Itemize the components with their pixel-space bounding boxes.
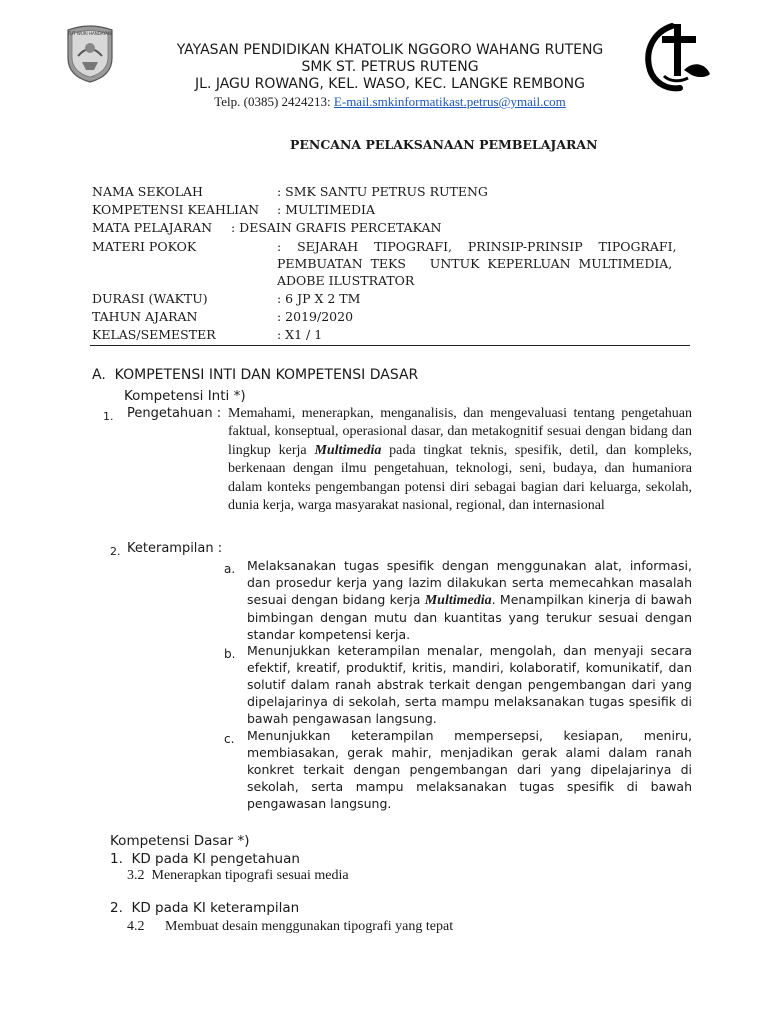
sub-a-text-part1: Melaksanakan tugas spesifik dengan menggunakan alat, informasi, dan prosedur kerja yang lazim dilakukan serta memecahkan masalah sesuai dengan bidang kerja: [247, 558, 692, 607]
sub-a-mark: a.: [224, 562, 236, 576]
kd-2-1-text: Membuat desain menggunakan tipografi yang tepat: [165, 919, 454, 934]
kd-2-heading: 2. KD pada KI keterampilan: [110, 900, 300, 916]
identity-kompetensi-value: : MULTIMEDIA: [277, 202, 375, 217]
logo-caption: TUT WURI HANDAYANI: [67, 31, 113, 36]
item-1-text-part1: Memahami, menerapkan, menganalisis, dan mengevaluasi tentang pengetahuan faktual, konseptual, operasional dasar, dan metakognitif sesuai dengan bidang dan lingkup kerja: [228, 406, 692, 458]
sub-a-text-part2: . Menampilkan kinerja di bawah bimbingan dengan mutu dan kuantitas yang terukur sesuai dengan standar kompetensi kerja.: [247, 591, 692, 642]
sub-b-mark: b.: [224, 647, 236, 661]
kompetensi-dasar-label: Kompetensi Dasar *): [110, 833, 250, 849]
identity-materi-value-line1: : SEJARAH TIPOGRAFI, PRINSIP-PRINSIP TIPOGRAFI,: [277, 239, 677, 254]
kd-2-1-number: 4.2: [127, 919, 145, 934]
item-1-emphasis: Multimedia: [314, 442, 382, 458]
item-1-number: 1.: [103, 410, 114, 423]
identity-nama-sekolah-label: NAMA SEKOLAH: [92, 184, 203, 199]
section-a-heading: A. KOMPETENSI INTI DAN KOMPETENSI DASAR: [92, 367, 419, 383]
identity-durasi-label: DURASI (WAKTU): [92, 291, 208, 306]
header-address: JL. JAGU ROWANG, KEL. WASO, KEC. LANGKE REMBONG: [195, 76, 585, 92]
item-1-text: [228, 405, 692, 515]
item-2-number: 2.: [110, 545, 121, 558]
identity-tahun-label: TAHUN AJARAN: [92, 309, 198, 324]
kd-1-heading: 1. KD pada KI pengetahuan: [110, 851, 300, 867]
item-2-label: Keterampilan :: [127, 541, 223, 556]
header-contact: [150, 94, 630, 110]
sub-b-text: Menunjukkan keterampilan menalar, mengolah, dan menyaji secara efektif, kreatif, produktif, kritis, mandiri, kolaboratif, komunikatif, dan solutif dalam ranah abstrak terkait dengan pengembangan dari yang dipelajarinya di sekolah, serta mampu melaksanakan tugas spesifik di bawah pengawasan langsung.: [247, 643, 692, 726]
identity-kelas-value: : X1 / 1: [277, 327, 323, 342]
sub-c-text: Menunjukkan keterampilan mempersepsi, kesiapan, meniru, membiasakan, gerak mahir, menjadikan gerak alami dalam ranah konkret terkait dengan pengembangan dari yang dipelajarinya di sekolah, serta mampu melaksanakan tugas spesifik di bawah pengawasan langsung.: [247, 728, 692, 811]
identity-tahun-value: : 2019/2020: [277, 309, 354, 324]
identity-durasi-value: : 6 JP X 2 TM: [277, 291, 361, 306]
tut-wuri-handayani-logo: [64, 24, 116, 84]
identity-kompetensi-label: KOMPETENSI KEAHLIAN: [92, 202, 260, 217]
identity-divider: [90, 345, 690, 346]
cross-logo: [636, 20, 716, 96]
kd-1-1: 3.2 Menerapkan tipografi sesuai media: [127, 868, 349, 883]
identity-mapel-value: : DESAIN GRAFIS PERCETAKAN: [231, 220, 442, 235]
identity-mapel-label: MATA PELAJARAN: [92, 220, 213, 235]
identity-kelas-label: KELAS/SEMESTER: [92, 327, 216, 342]
identity-materi-value-line2: PEMBUATAN TEKS UNTUK KEPERLUAN MULTIMEDIA,: [277, 256, 673, 271]
header-phone: Telp. (0385) 2424213:: [214, 94, 334, 109]
header-email-link[interactable]: E-mail.smkinformatikast.petrus@ymail.com: [333, 94, 566, 109]
sub-c-mark: c.: [224, 732, 235, 746]
item-1-label: Pengetahuan :: [127, 406, 222, 421]
identity-materi-label: MATERI POKOK: [92, 239, 197, 254]
header-foundation-name: YAYASAN PENDIDIKAN KHATOLIK NGGORO WAHANG RUTENG: [176, 42, 604, 58]
identity-materi-value-line3: ADOBE ILUSTRATOR: [277, 273, 415, 288]
item-1-text-part2: pada tingkat teknis, spesifik, detil, dan kompleks, berkenaan dengan ilmu pengetahuan, teknologi, seni, budaya, dan humaniora dalam konteks pengembangan potensi diri sebagai bagian dari keluarga, sekolah, dunia kerja, warga masyarakat nasional, regional, dan internasional: [228, 442, 693, 514]
document-title: PENCANA PELAKSANAAN PEMBELAJARAN: [290, 137, 598, 152]
kompetensi-inti-label: Kompetensi Inti *): [124, 388, 246, 404]
sub-a-text: [247, 558, 692, 644]
identity-nama-sekolah-value: : SMK SANTU PETRUS RUTENG: [277, 184, 488, 199]
header-school-name: SMK ST. PETRUS RUTENG: [301, 59, 479, 75]
sub-a-emphasis: Multimedia: [424, 592, 492, 608]
